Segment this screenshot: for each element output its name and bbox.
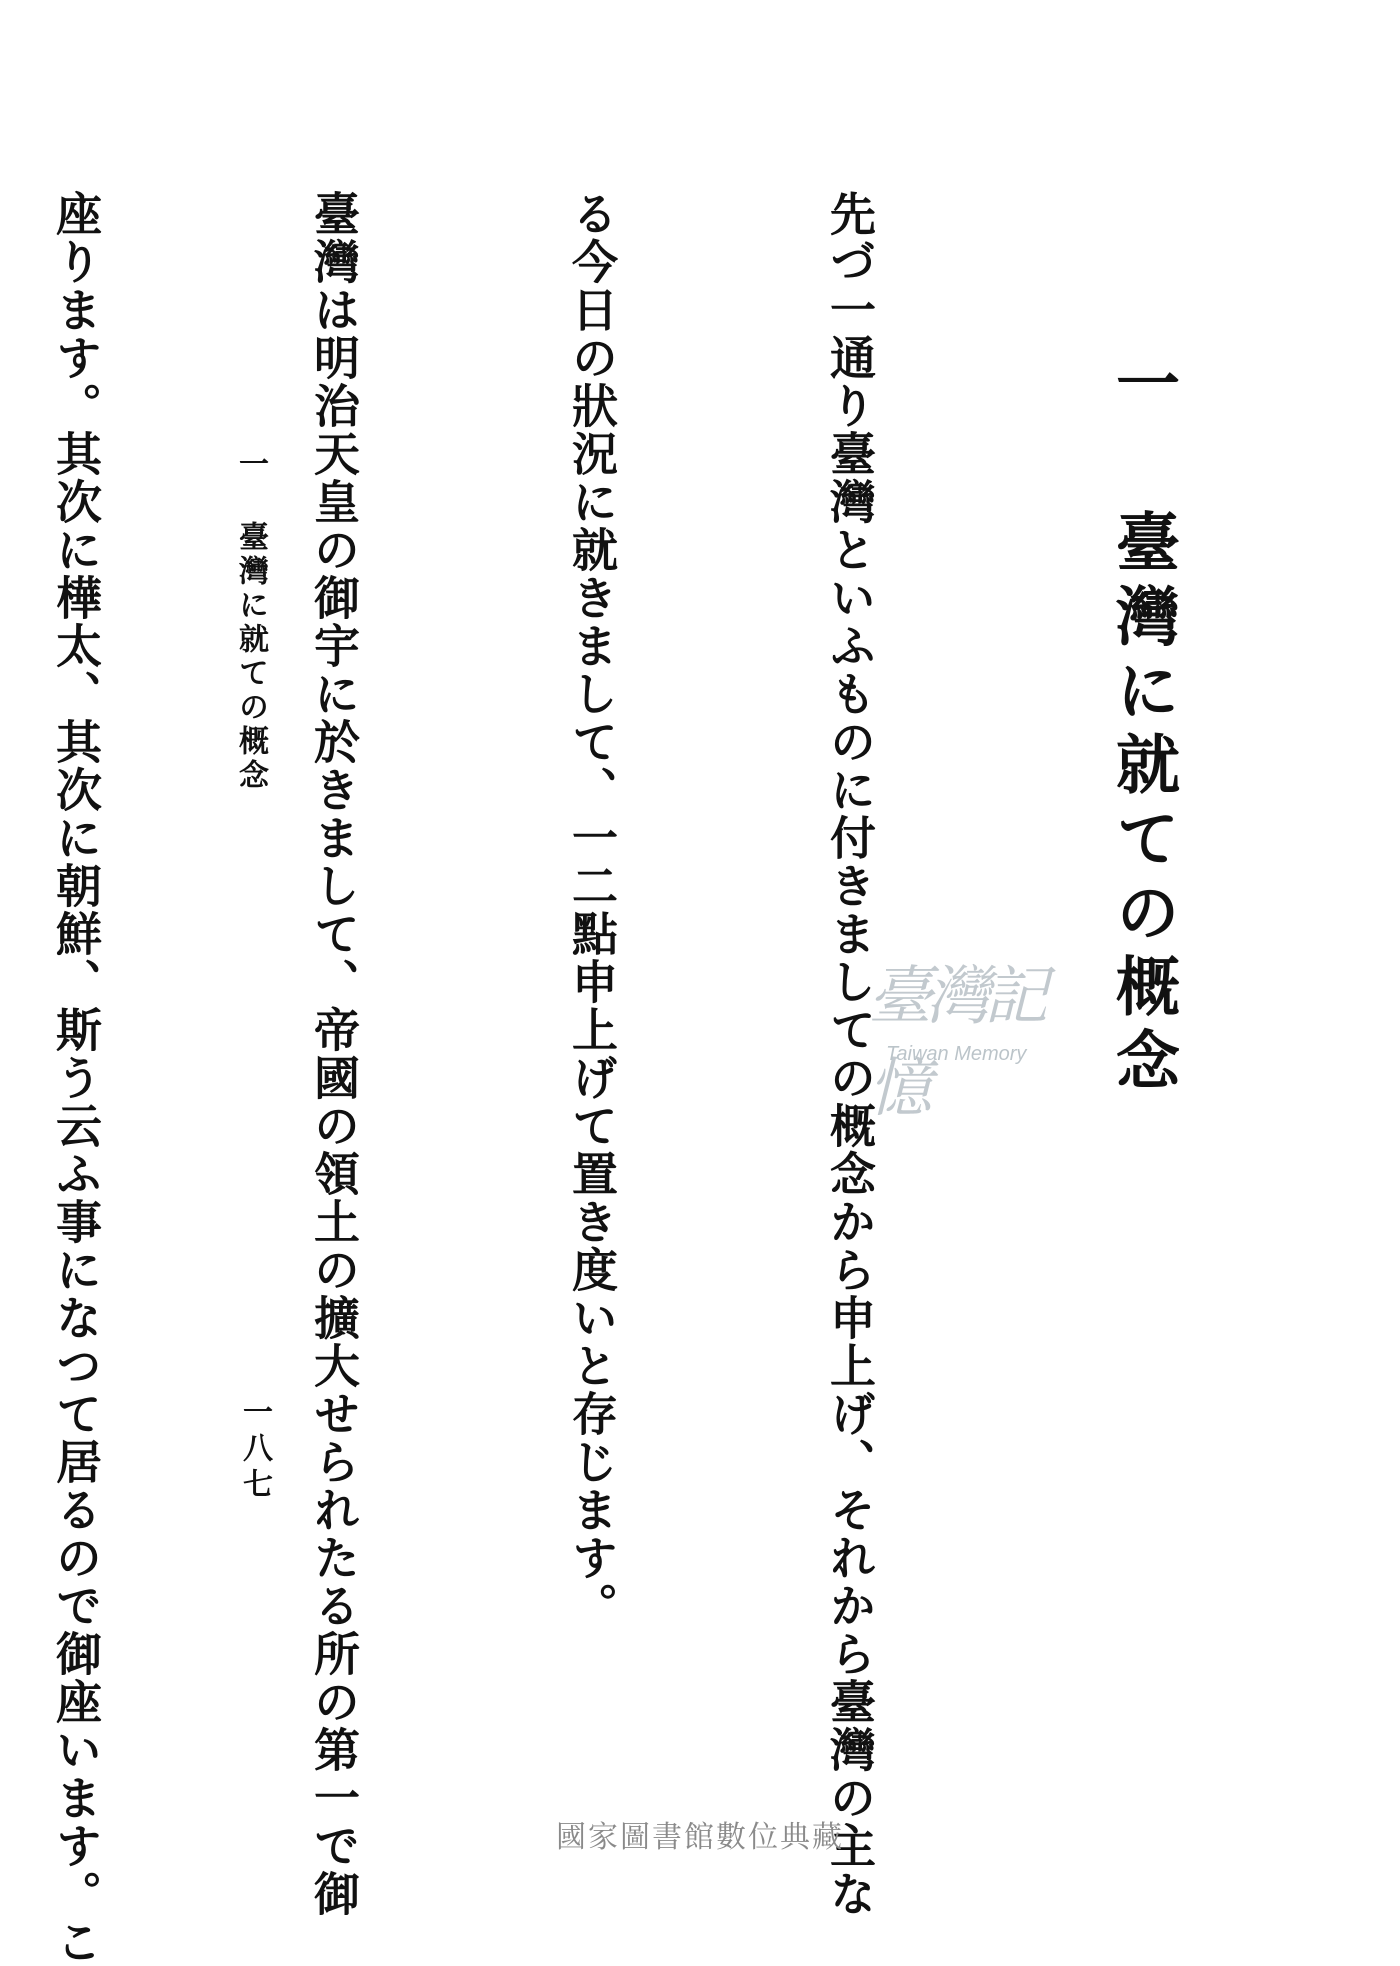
footer-credit: 國家圖書館數位典藏	[556, 1820, 844, 1855]
body-line: る今日の狀況に就きまして、一二點申上げて置き度いと存じます。	[565, 190, 619, 1630]
running-header: 一 臺灣に就ての概念	[233, 448, 268, 793]
body-line: 臺灣は明治天皇の御宇に於きまして、帝國の領土の擴大せられたる所の第一で御	[307, 190, 361, 1918]
body-line: 座ります。其次に樺太、其次に朝鮮、斯う云ふ事になつて居るので御座います。こ	[49, 190, 103, 1966]
watermark-brush-text: 臺灣記憶	[868, 960, 1042, 1126]
page-number: 一八七	[237, 1396, 272, 1504]
watermark-english-text: Taiwan Memory	[886, 1043, 1027, 1065]
chapter-title: 一 臺灣に就ての概念	[1105, 350, 1180, 1101]
body-line: 先づ一通り臺灣といふものに付きましての概念から申上げ、それから臺灣の主な	[823, 190, 877, 1918]
